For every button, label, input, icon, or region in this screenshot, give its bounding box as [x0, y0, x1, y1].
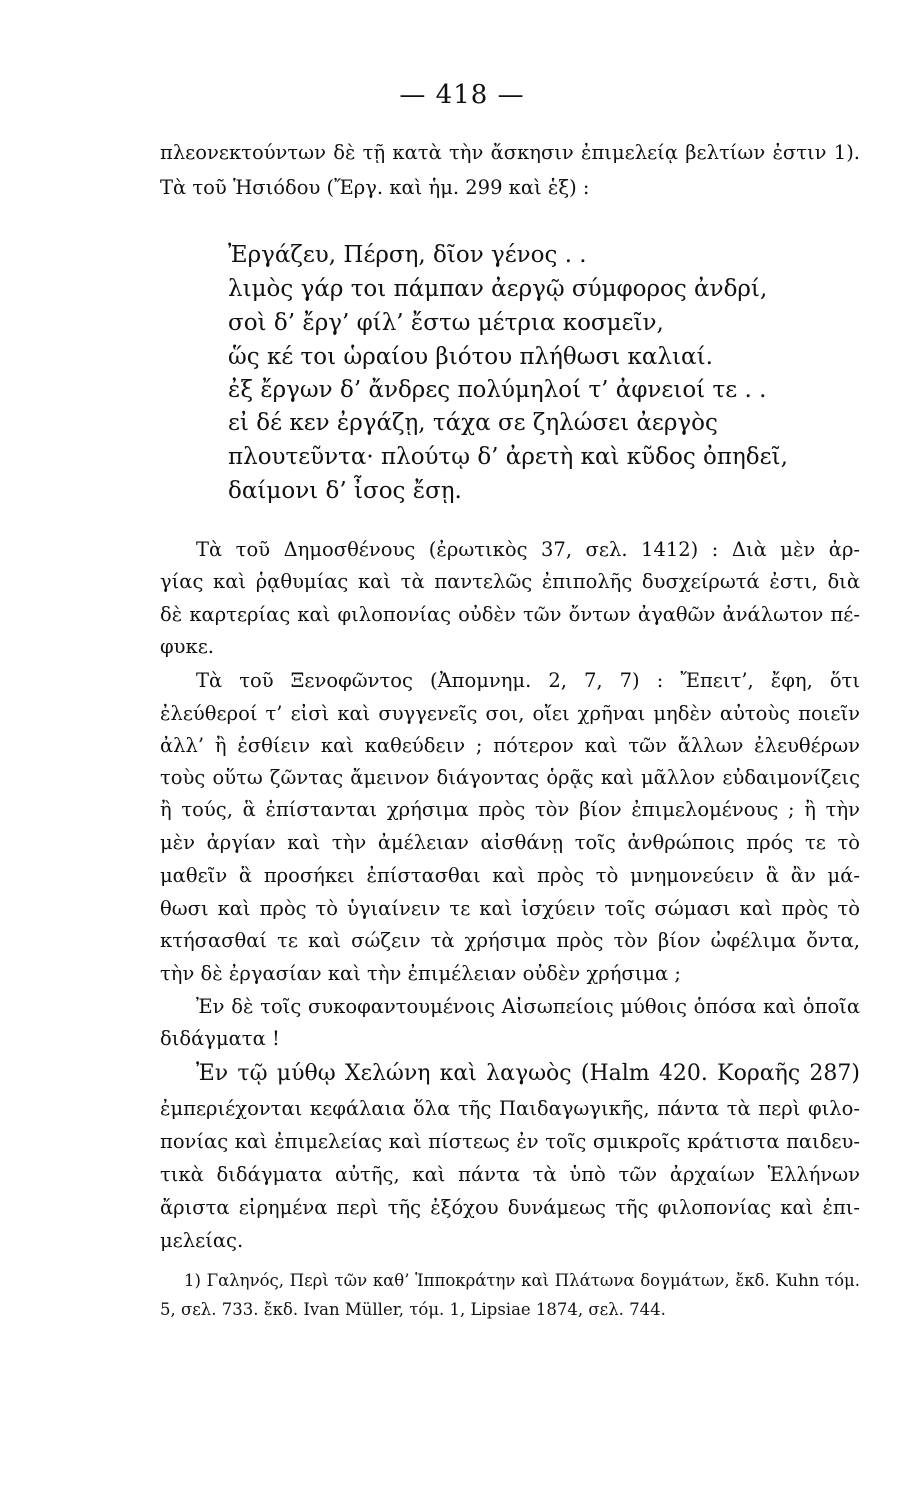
- xenophon-line: ἀλλ’ ἢ ἐσθίειν καὶ καθεύδειν ; πότερον καὶ τῶν ἄλλων ἐλευθέρων: [160, 734, 860, 757]
- verse-line: λιμὸς γάρ τοι πάμπαν ἀεργῷ σύμφορος ἀνδρί,: [228, 276, 768, 302]
- fable-line: ἄριστα εἰρημένα περὶ τῆς ἐξόχου δυνάμεως τῆς φιλοπονίας καὶ ἐπι-: [160, 1196, 860, 1219]
- fable-line: Ἐν τῷ μύθῳ Χελώνη καὶ λαγωὸς (Halm 420. Κοραῆς 287): [196, 1061, 860, 1086]
- footnote-line: 1) Γαληνός, Περὶ τῶν καθ’ Ἱπποκράτην καὶ Πλάτωνα δογμάτων, ἔκδ. Kuhn τόμ.: [184, 1271, 860, 1290]
- demosthenes-line: φυκε.: [160, 635, 214, 658]
- aesop-line: Ἐν δὲ τοῖς συκοφαντουμένοις Αἰσωπείοις μύθοις ὁπόσα καὶ ὁποῖα: [196, 995, 860, 1018]
- demosthenes-line: γίας καὶ ῥᾳθυμίας καὶ τὰ παντελῶς ἐπιπολῆς δυσχείρωτά ἐστι, διὰ: [160, 570, 860, 593]
- aesop-line: διδάγματα !: [160, 1027, 280, 1050]
- verse-line: εἰ δέ κεν ἐργάζῃ, τάχα σε ζηλώσει ἀεργὸς: [228, 410, 718, 436]
- xenophon-line: μαθεῖν ἃ προσήκει ἐπίστασθαι καὶ πρὸς τὸ μνημονεύειν ἃ ἂν μά-: [160, 864, 860, 887]
- fable-line: μελείας.: [160, 1229, 244, 1252]
- xenophon-line: τὴν δὲ ἐργασίαν καὶ τὴν ἐπιμέλειαν οὐδὲν χρήσιμα ;: [160, 962, 681, 985]
- intro-line: πλεονεκτούντων δὲ τῇ κατὰ τὴν ἄσκησιν ἐπιμελείᾳ βελτίων ἐστιν 1).: [160, 141, 860, 164]
- demosthenes-line: Τὰ τοῦ Δημοσθένους (ἐρωτικὸς 37, σελ. 1412) : Διὰ μὲν ἀρ-: [196, 538, 860, 561]
- verse-line: ὥς κέ τοι ὡραίου βιότου πλήθωσι καλιαί.: [228, 344, 713, 370]
- footnote-line: 5, σελ. 733. ἔκδ. Ivan Müller, τόμ. 1, Lipsiae 1874, σελ. 744.: [160, 1300, 666, 1319]
- xenophon-line: μὲν ἀργίαν καὶ τὴν ἀμέλειαν αἰσθάνῃ τοῖς ἀνθρώποις πρός τε τὸ: [160, 831, 860, 854]
- xenophon-line: τοὺς οὕτω ζῶντας ἄμεινον διάγοντας ὁρᾷς καὶ μᾶλλον εὐδαιμονίζεις: [160, 766, 860, 789]
- page-number: — 418 —: [399, 80, 525, 110]
- xenophon-line: κτήσασθαί τε καὶ σώζειν τὰ χρήσιμα πρὸς τὸν βίον ὠφέλιμα ὄντα,: [160, 929, 860, 952]
- verse-line: σοὶ δ’ ἔργ’ φίλ’ ἔστω μέτρια κοσμεῖν,: [228, 310, 664, 336]
- verse-line: δαίμονι δ’ ἶσος ἔσῃ.: [228, 478, 462, 504]
- xenophon-line: ἐλεύθεροί τ’ εἰσὶ καὶ συγγενεῖς σοι, οἴει χρῆναι μηδὲν αὐτοὺς ποιεῖν: [160, 702, 860, 725]
- xenophon-line: θωσι καὶ πρὸς τὸ ὑγιαίνειν τε καὶ ἰσχύειν τοῖς σώμασι καὶ πρὸς τὸ: [160, 897, 860, 920]
- fable-line: πονίας καὶ ἐπιμελείας καὶ πίστεως ἐν τοῖς σμικροῖς κράτιστα παιδευ-: [160, 1130, 860, 1153]
- xenophon-line: ἢ τούς, ἃ ἐπίστανται χρήσιμα πρὸς τὸν βίον ἐπιμελομένους ; ἢ τὴν: [160, 798, 860, 821]
- verse-line: Ἐργάζευ, Πέρση, δῖον γένος . .: [228, 242, 587, 268]
- fable-line: τικὰ διδάγματα αὐτῆς, καὶ πάντα τὰ ὑπὸ τῶν ἀρχαίων Ἑλλήνων: [160, 1163, 860, 1186]
- verse-line: ἐξ ἔργων δ’ ἄνδρες πολύμηλοί τ’ ἀφνειοί τε . .: [228, 377, 767, 403]
- demosthenes-line: δὲ καρτερίας καὶ φιλοπονίας οὐδὲν τῶν ὄντων ἀγαθῶν ἀνάλωτον πέ-: [160, 603, 860, 626]
- verse-line: πλουτεῦντα· πλούτῳ δ’ ἀρετὴ καὶ κῦδος ὀπηδεῖ,: [228, 444, 788, 470]
- intro-line: Τὰ τοῦ Ἡσιόδου (Ἔργ. καὶ ἡμ. 299 καὶ ἑξ) :: [160, 176, 590, 199]
- xenophon-line: Τὰ τοῦ Ξενοφῶντος (Ἀπομνημ. 2, 7, 7) : Ἔπειτ’, ἔφη, ὅτι: [196, 669, 860, 692]
- fable-line: ἐμπεριέχονται κεφάλαια ὅλα τῆς Παιδαγωγικῆς, πάντα τὰ περὶ φιλο-: [160, 1097, 860, 1120]
